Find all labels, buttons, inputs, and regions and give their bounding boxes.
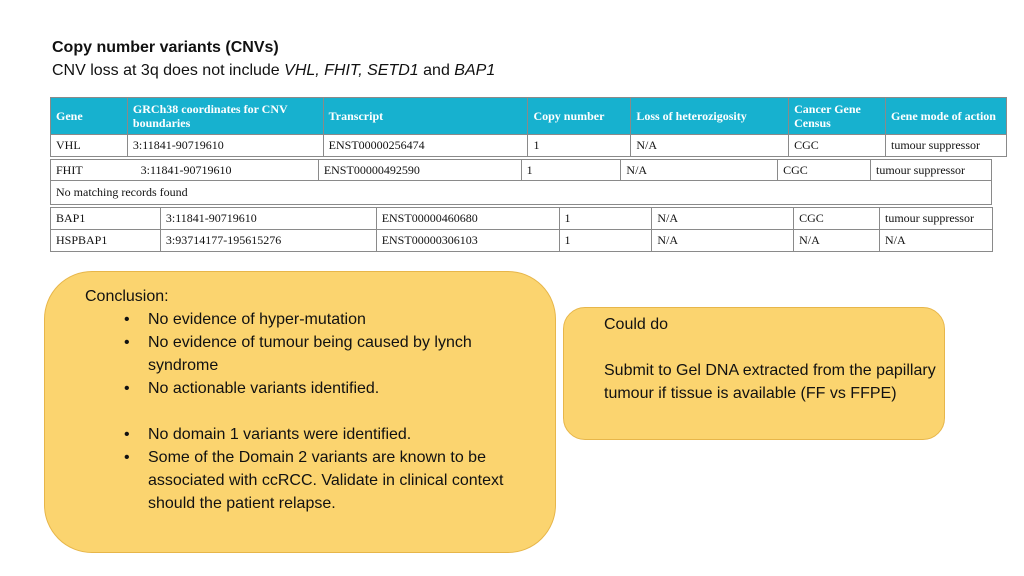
cell-cgc: CGC <box>778 160 871 181</box>
slide-subtitle <box>52 59 495 82</box>
table-row <box>51 208 993 230</box>
col-header-mode[interactable]: Gene mode of action <box>886 98 1007 135</box>
cell-gene: FHIT <box>56 162 83 177</box>
bullet-icon: • <box>124 426 130 443</box>
table-row <box>51 135 1007 157</box>
col-header-loh[interactable]: Loss of heterozigosity <box>631 98 789 135</box>
cell-coordinates: 3:11841-90719610 <box>160 208 376 230</box>
cell-mode: N/A <box>879 230 992 252</box>
conclusion-callout <box>44 271 556 553</box>
list-item-text: No actionable variants identified. <box>148 380 380 397</box>
cell-transcript: ENST00000256474 <box>323 135 528 157</box>
list-item-text: No evidence of tumour being caused by lynch syndrome <box>148 334 472 374</box>
bullet-icon: • <box>124 311 130 328</box>
cell-coordinates: 3:11841-90719610 <box>127 135 323 157</box>
cell-coordinates: 3:93714177-195615276 <box>160 230 376 252</box>
list-item <box>85 446 540 515</box>
cell-loh: N/A <box>652 208 794 230</box>
list-item-text: No evidence of hyper-mutation <box>148 311 366 328</box>
could-do-callout <box>563 307 945 440</box>
fhit-table <box>50 159 992 181</box>
cell-coordinates: 3:11841-90719610 <box>140 162 232 177</box>
slide-title: Copy number variants (CNVs) <box>52 39 279 56</box>
cell-copy-number: 1 <box>528 135 631 157</box>
list-item-text: Some of the Domain 2 variants are known to be associated with ccRCC. Validate in clinical context should the patient relapse. <box>148 449 504 512</box>
subtitle-genes: VHL, FHIT, SETD1 <box>284 62 419 79</box>
cnv-table-continued <box>50 207 993 252</box>
slide-heading <box>52 36 495 82</box>
conclusion-title: Conclusion: <box>85 288 169 305</box>
bullet-icon: • <box>124 380 130 397</box>
cell-transcript: ENST00000306103 <box>376 230 559 252</box>
table-header-row <box>51 98 1007 135</box>
col-header-copy-number[interactable]: Copy number <box>528 98 631 135</box>
cell-gene: VHL <box>51 135 128 157</box>
table-row <box>51 230 993 252</box>
cell-mode: tumour suppressor <box>886 135 1007 157</box>
list-item <box>85 423 540 446</box>
could-do-title: Could do <box>604 316 669 333</box>
cell-gene: BAP1 <box>51 208 161 230</box>
cell-cgc: CGC <box>794 208 880 230</box>
col-header-coordinates[interactable]: GRCh38 coordinates for CNV boundaries <box>127 98 323 135</box>
could-do-text: Submit to Gel DNA extracted from the papillary tumour if tissue is available (FF vs FFPE) <box>604 362 936 402</box>
cell-loh: N/A <box>621 160 778 181</box>
no-match-message: No matching records found <box>51 181 992 205</box>
list-item-text: No domain 1 variants were identified. <box>148 426 412 443</box>
table-row <box>51 160 992 181</box>
cell-copy-number: 1 <box>521 160 621 181</box>
cell-mode: tumour suppressor <box>879 208 992 230</box>
cell-copy-number: 1 <box>559 208 652 230</box>
cell-gene-coordinates <box>51 160 319 181</box>
cell-cgc: CGC <box>789 135 886 157</box>
cell-mode: tumour suppressor <box>871 160 992 181</box>
bullet-icon: • <box>124 449 130 466</box>
bullet-icon: • <box>124 334 130 351</box>
cell-transcript: ENST00000460680 <box>376 208 559 230</box>
cell-copy-number: 1 <box>559 230 652 252</box>
conclusion-list <box>85 308 555 515</box>
list-item <box>85 331 540 377</box>
subtitle-last-gene: BAP1 <box>454 62 496 79</box>
cell-loh: N/A <box>631 135 789 157</box>
col-header-cgc[interactable]: Cancer Gene Census <box>789 98 886 135</box>
list-item <box>85 377 540 400</box>
no-match-table <box>50 180 992 205</box>
cnv-table <box>50 97 1007 157</box>
cell-cgc: N/A <box>794 230 880 252</box>
col-header-gene[interactable]: Gene <box>51 98 128 135</box>
subtitle-and: and <box>418 62 455 79</box>
cell-transcript: ENST00000492590 <box>318 160 521 181</box>
subtitle-prefix: CNV loss at 3q does not include <box>52 62 285 79</box>
cell-loh: N/A <box>652 230 794 252</box>
cell-gene: HSPBAP1 <box>51 230 161 252</box>
col-header-transcript[interactable]: Transcript <box>323 98 528 135</box>
list-item <box>85 308 540 331</box>
